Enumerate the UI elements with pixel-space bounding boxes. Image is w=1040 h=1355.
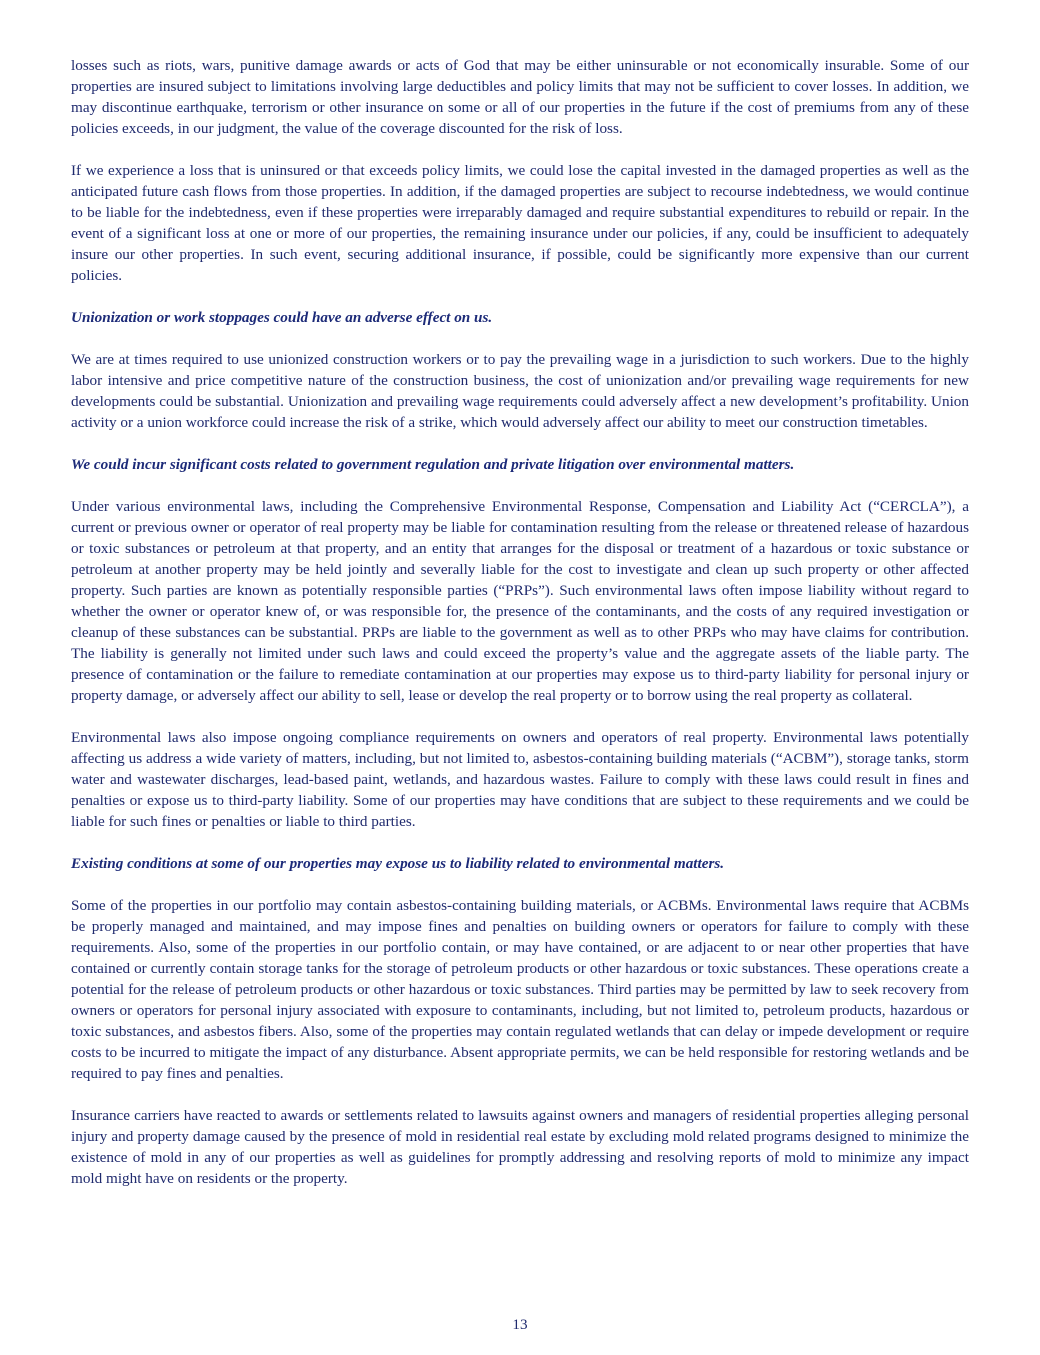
page-number: 13 — [512, 1316, 528, 1333]
paragraph-insurance-losses: losses such as riots, wars, punitive damage awards or acts of God that may be either uninsurable or not economically insurable. Some of our properties are insured subject to limitations involving large deductibles and policy limits that may not be sufficient to cover losses. In addition, we may discontinue earthquake, terrorism or other insurance on some or all of our properties in the future if the cost of premiums from any of these policies exceeds, in our judgment, the value of the coverage discounted for the risk of loss. — [71, 57, 969, 137]
paragraph-uninsured-loss: If we experience a loss that is uninsured or that exceeds policy limits, we could lose the capital invested in the damaged properties as well as the anticipated future cash flows from those properties. In addition, if the damaged properties are subject to recourse indebtedness, we would continue to be liable for the indebtedness, even if these properties were irreparably damaged and require substantial expenditures to rebuild or repair. In the event of a significant loss at one or more of our properties, the remaining insurance under our policies, if any, could be insufficient to adequately insure our other properties. In such event, securing additional insurance, if possible, could be significantly more expensive than our current policies. — [71, 162, 969, 284]
paragraph-environmental-compliance: Environmental laws also impose ongoing compliance requirements on owners and operators of real property. Environmental laws potentially affecting us address a wide variety of matters, including, but not limited to, asbestos-containing building materials (“ACBM”), storage tanks, storm water and wastewater discharges, lead-based paint, wetlands, and hazardous wastes. Failure to comply with these laws could result in fines and penalties or expose us to third-party liability. Some of our properties may have conditions that are subject to these requirements and we could be liable for such fines or penalties or liable to third parties. — [71, 729, 969, 830]
document-body — [71, 55, 969, 1210]
paragraph-mold: Insurance carriers have reacted to awards or settlements related to lawsuits against owners and managers of residential properties alleging personal injury and property damage caused by the presence of mold in residential real estate by excluding mold related programs designed to minimize the existence of mold in any of our properties as well as guidelines for promptly addressing and resolving reports of mold to minimize any impact mold might have on residents or the property. — [71, 1107, 969, 1187]
section-heading-unionization: Unionization or work stoppages could have an adverse effect on us. — [71, 309, 493, 326]
section-heading-existing-conditions: Existing conditions at some of our properties may expose us to liability related to environmental matters. — [71, 855, 725, 872]
section-heading-environmental-regulation: We could incur significant costs related to government regulation and private litigation over environmental matters. — [71, 456, 795, 473]
paragraph-acbm: Some of the properties in our portfolio may contain asbestos-containing building materials, or ACBMs. Environmental laws require that ACBMs be properly managed and maintained, and may impose fines and penalties on building owners or operators for failure to comply with these requirements. Also, some of the properties in our portfolio contain, or may have contained, or are adjacent to or near other properties that have contained or currently contain storage tanks for the storage of petroleum products or other hazardous or toxic substances. These operations create a potential for the release of petroleum products or other hazardous or toxic substances. Third parties may be permitted by law to seek recovery from owners or operators for personal injury associated with exposure to contaminants, including, but not limited to, petroleum products, hazardous or toxic substances, and asbestos fibers. Also, some of the properties may contain regulated wetlands that can delay or impede development or require costs to be incurred to mitigate the impact of any disturbance. Absent appropriate permits, we can be held responsible for restoring wetlands and be required to pay fines and penalties. — [71, 897, 969, 1082]
paragraph-cercla: Under various environmental laws, including the Comprehensive Environmental Response, Compensation and Liability Act (“CERCLA”), a current or previous owner or operator of real property may be liable for contamination resulting from the release or threatened release of hazardous or toxic substances or petroleum at that property, and an entity that arranges for the disposal or treatment of a hazardous or toxic substance or petroleum at another property may be held jointly and severally liable for the cost to investigate and clean up such property or other affected property. Such parties are known as potentially responsible parties (“PRPs”). Such environmental laws often impose liability without regard to whether the owner or operator knew of, or was responsible for, the presence of the contaminants, and the costs of any required investigation or cleanup of these substances can be substantial. PRPs are liable to the government as well as to other PRPs who may have claims for contribution. The liability is generally not limited under such laws and could exceed the property’s value and the aggregate assets of the liable party. The presence of contamination or the failure to remediate contamination at our properties may expose us to third-party liability for personal injury or property damage, or adversely affect our ability to sell, lease or develop the real property or to borrow using the real property as collateral. — [71, 498, 969, 704]
paragraph-unionization: We are at times required to use unionized construction workers or to pay the prevailing wage in a jurisdiction to such workers. Due to the highly labor intensive and price competitive nature of the construction business, the cost of unionization and/or prevailing wage requirements for new developments could be substantial. Unionization and prevailing wage requirements could adversely affect a new development’s profitability. Union activity or a union workforce could increase the risk of a strike, which would adversely affect our ability to meet our construction timetables. — [71, 351, 969, 431]
